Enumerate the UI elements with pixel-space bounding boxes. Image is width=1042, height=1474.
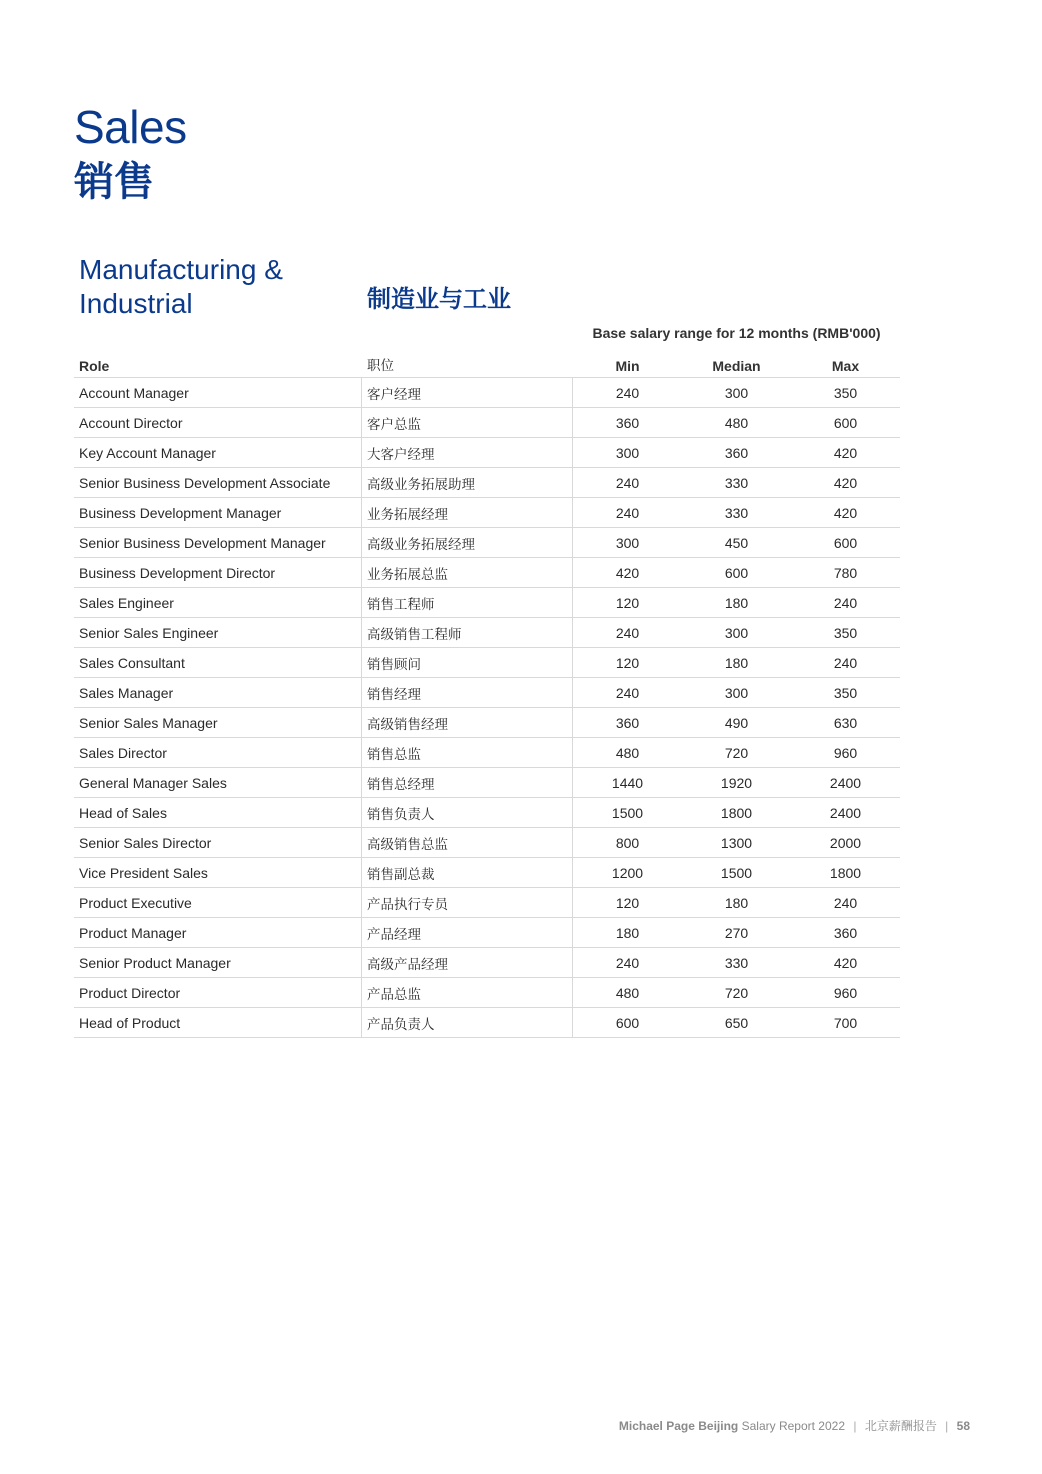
median-cell: 330: [724, 954, 749, 971]
max-cell: 2000: [829, 834, 862, 851]
role-cn-cell: 大客户经理: [362, 438, 573, 467]
max-cell: 240: [833, 654, 858, 671]
table-row: [74, 588, 900, 618]
median-cell: 1920: [720, 774, 753, 791]
max-cell: 960: [833, 984, 858, 1001]
column-header-max: Max: [831, 358, 860, 374]
max-cell: 780: [833, 564, 858, 581]
min-cell: 300: [615, 444, 640, 461]
max-cell: 420: [833, 504, 858, 521]
median-cell: 180: [724, 594, 749, 611]
min-cell: 1500: [611, 804, 644, 821]
table-row: [74, 918, 900, 948]
min-cell: 1440: [611, 774, 644, 791]
median-cell: 1500: [720, 864, 753, 881]
role-cn-cell: 业务拓展经理: [362, 498, 573, 527]
role-cn-cell: 销售工程师: [362, 588, 573, 617]
table-row: [74, 618, 900, 648]
table-row: [74, 1008, 900, 1038]
min-cell: 240: [615, 504, 640, 521]
role-cn-cell: 销售经理: [362, 678, 573, 707]
page-footer: [619, 1417, 970, 1434]
page-title-cn: 销售: [74, 159, 154, 205]
max-cell: 700: [833, 1014, 858, 1031]
role-cell: Product Director: [74, 978, 362, 1007]
salary-table: [74, 350, 900, 1038]
role-cn-cell: 业务拓展总监: [362, 558, 573, 587]
role-cell: General Manager Sales: [74, 768, 362, 797]
footer-separator: |: [853, 1419, 857, 1433]
median-cell: 180: [724, 894, 749, 911]
min-cell: 360: [615, 414, 640, 431]
table-row: [74, 498, 900, 528]
footer-brand: Michael Page Beijing: [618, 1419, 739, 1433]
footer-report-cn: 北京薪酬报告: [864, 1419, 937, 1433]
max-cell: 240: [833, 894, 858, 911]
table-row: [74, 378, 900, 408]
median-cell: 180: [724, 654, 749, 671]
median-cell: 1300: [720, 834, 753, 851]
table-row: [74, 528, 900, 558]
max-cell: 240: [833, 594, 858, 611]
table-row: [74, 408, 900, 438]
role-cell: Sales Engineer: [74, 588, 362, 617]
max-cell: 360: [833, 924, 858, 941]
median-cell: 330: [724, 474, 749, 491]
table-row: [74, 828, 900, 858]
role-cell: Business Development Manager: [74, 498, 362, 527]
table-row: [74, 558, 900, 588]
max-cell: 1800: [829, 864, 862, 881]
table-row: [74, 738, 900, 768]
role-cell: Sales Consultant: [74, 648, 362, 677]
min-cell: 600: [615, 1014, 640, 1031]
table-row: [74, 468, 900, 498]
role-cell: Head of Product: [74, 1008, 362, 1037]
max-cell: 2400: [829, 774, 862, 791]
min-cell: 240: [615, 954, 640, 971]
role-cell: Account Director: [74, 408, 362, 437]
max-cell: 600: [833, 414, 858, 431]
role-cn-cell: 销售总监: [362, 738, 573, 767]
role-cn-cell: 高级销售总监: [362, 828, 573, 857]
median-cell: 650: [724, 1014, 749, 1031]
min-cell: 120: [615, 894, 640, 911]
table-row: [74, 768, 900, 798]
max-cell: 420: [833, 474, 858, 491]
role-cn-cell: 高级销售经理: [362, 708, 573, 737]
median-cell: 330: [724, 504, 749, 521]
section-title: [79, 253, 283, 321]
role-cn-cell: 客户经理: [362, 378, 573, 407]
median-cell: 720: [724, 744, 749, 761]
table-row: [74, 858, 900, 888]
median-cell: 300: [724, 624, 749, 641]
median-cell: 360: [724, 444, 749, 461]
section-title-line2: Industrial: [79, 288, 193, 319]
max-cell: 350: [833, 624, 858, 641]
max-cell: 2400: [829, 804, 862, 821]
max-cell: 350: [833, 684, 858, 701]
max-cell: 960: [833, 744, 858, 761]
role-cn-cell: 高级业务拓展助理: [362, 468, 573, 497]
table-row: [74, 438, 900, 468]
role-cell: Key Account Manager: [74, 438, 362, 467]
table-row: [74, 648, 900, 678]
column-header-min: Min: [615, 358, 640, 374]
role-cell: Sales Director: [74, 738, 362, 767]
min-cell: 300: [615, 534, 640, 551]
table-row: [74, 678, 900, 708]
section-title-cn: 制造业与工业: [367, 285, 511, 313]
role-cell: Product Manager: [74, 918, 362, 947]
footer-separator: |: [945, 1419, 949, 1433]
column-header-median: Median: [712, 358, 761, 374]
column-header-role: Role: [79, 358, 110, 374]
table-row: [74, 978, 900, 1008]
median-cell: 1800: [720, 804, 753, 821]
role-cell: Business Development Director: [74, 558, 362, 587]
role-cn-cell: 客户总监: [362, 408, 573, 437]
role-cell: Senior Product Manager: [74, 948, 362, 977]
min-cell: 120: [615, 654, 640, 671]
role-cn-cell: 产品经理: [362, 918, 573, 947]
column-header-role-cn: 职位: [367, 358, 394, 374]
role-cell: Sales Manager: [74, 678, 362, 707]
min-cell: 240: [615, 384, 640, 401]
table-row: [74, 888, 900, 918]
min-cell: 360: [615, 714, 640, 731]
median-cell: 480: [724, 414, 749, 431]
median-cell: 720: [724, 984, 749, 1001]
min-cell: 180: [615, 924, 640, 941]
min-cell: 240: [615, 684, 640, 701]
min-cell: 420: [615, 564, 640, 581]
median-cell: 490: [724, 714, 749, 731]
median-cell: 300: [724, 684, 749, 701]
max-cell: 420: [833, 444, 858, 461]
footer-report: Salary Report 2022: [741, 1419, 845, 1433]
role-cn-cell: 产品总监: [362, 978, 573, 1007]
max-cell: 600: [833, 534, 858, 551]
min-cell: 480: [615, 744, 640, 761]
role-cn-cell: 销售总经理: [362, 768, 573, 797]
median-cell: 300: [724, 384, 749, 401]
max-cell: 420: [833, 954, 858, 971]
min-cell: 480: [615, 984, 640, 1001]
role-cell: Senior Sales Director: [74, 828, 362, 857]
table-header: [74, 350, 900, 378]
min-cell: 800: [615, 834, 640, 851]
role-cn-cell: 产品负责人: [362, 1008, 573, 1037]
role-cell: Senior Sales Manager: [74, 708, 362, 737]
max-cell: 630: [833, 714, 858, 731]
role-cell: Senior Business Development Manager: [74, 528, 362, 557]
role-cell: Account Manager: [74, 378, 362, 407]
role-cn-cell: 销售负责人: [362, 798, 573, 827]
role-cell: Senior Business Development Associate: [74, 468, 362, 497]
table-body: [74, 378, 900, 1038]
section-title-line1: Manufacturing &: [79, 254, 283, 285]
table-row: [74, 948, 900, 978]
role-cell: Vice President Sales: [74, 858, 362, 887]
role-cell: Senior Sales Engineer: [74, 618, 362, 647]
role-cn-cell: 产品执行专员: [362, 888, 573, 917]
min-cell: 240: [615, 474, 640, 491]
min-cell: 120: [615, 594, 640, 611]
min-cell: 240: [615, 624, 640, 641]
role-cn-cell: 高级业务拓展经理: [362, 528, 573, 557]
role-cn-cell: 销售顾问: [362, 648, 573, 677]
role-cn-cell: 销售副总裁: [362, 858, 573, 887]
salary-range-caption: Base salary range for 12 months (RMB'000): [592, 325, 881, 341]
table-row: [74, 708, 900, 738]
median-cell: 600: [724, 564, 749, 581]
role-cn-cell: 高级产品经理: [362, 948, 573, 977]
median-cell: 270: [724, 924, 749, 941]
role-cell: Head of Sales: [74, 798, 362, 827]
role-cell: Product Executive: [74, 888, 362, 917]
page-number: 58: [956, 1419, 970, 1433]
role-cn-cell: 高级销售工程师: [362, 618, 573, 647]
page-title: Sales: [74, 101, 187, 153]
min-cell: 1200: [611, 864, 644, 881]
table-row: [74, 798, 900, 828]
max-cell: 350: [833, 384, 858, 401]
median-cell: 450: [724, 534, 749, 551]
